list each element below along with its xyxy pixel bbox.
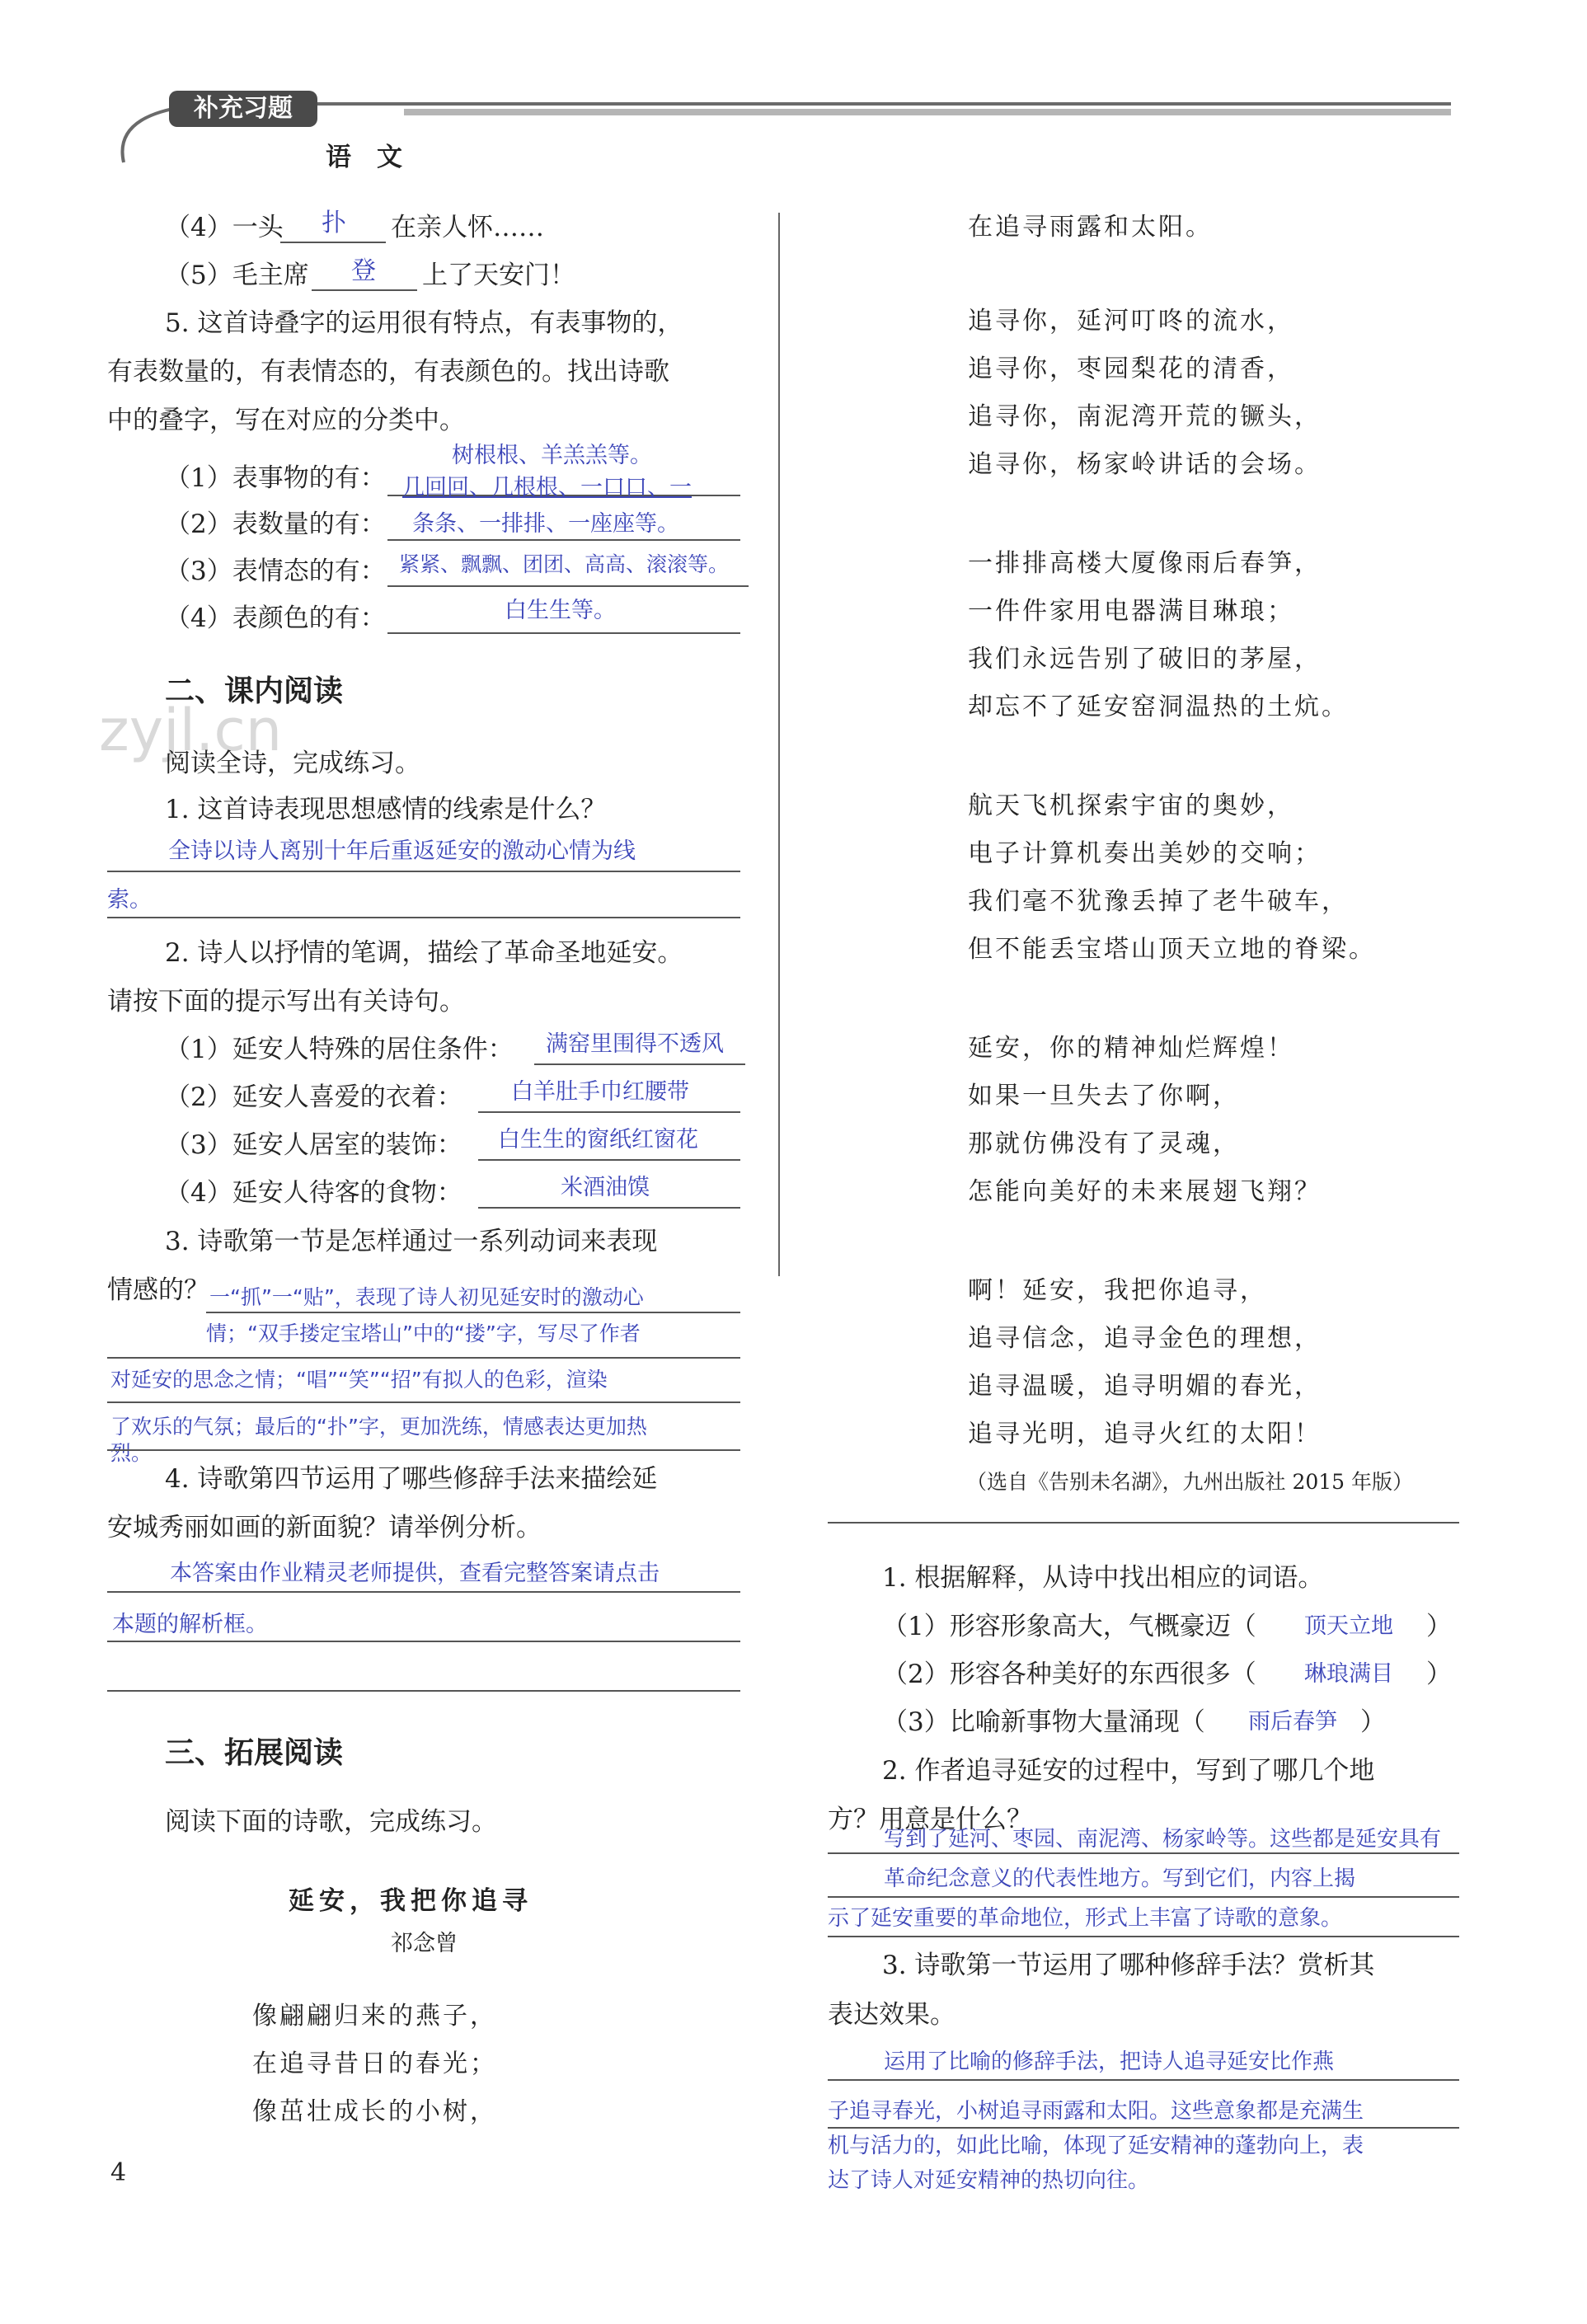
s2q2-item3-label: （3）延安人居室的装饰： <box>165 1130 462 1160</box>
poem-line-2: 在追寻昔日的春光； <box>252 2049 497 2078</box>
header-badge <box>169 91 317 127</box>
poem-stanza2-line1: 追寻你，延河叮咚的流水， <box>968 307 1294 336</box>
r2-answer-1: 写到了延河、枣园、南泥湾、杨家岭等。这些都是延安具有 <box>884 1827 1442 1852</box>
s2q3-text-2: 情感的？ <box>107 1275 209 1305</box>
poem-title: 延安，我把你追寻 <box>289 1886 533 1916</box>
poem-stanza3-line1: 一排排高楼大厦像雨后春笋， <box>968 549 1322 578</box>
q4-suffix: 在亲人怀…… <box>391 213 544 242</box>
s2q3-answer-3: 对延安的思念之情；“唱”“笑”“招”有拟人的色彩，渲染 <box>110 1368 608 1392</box>
cat2-label: （2）表数量的有： <box>165 509 386 539</box>
cat2-line <box>387 539 740 541</box>
r2-line-2 <box>828 1896 1459 1898</box>
poem-stanza5-line3: 那就仿佛没有了灵魂， <box>968 1129 1240 1158</box>
s2q3-answer-1: 一“抓”一“贴”，表现了诗人初见延安时的激动心 <box>209 1285 644 1309</box>
cat3-line <box>387 585 749 587</box>
r2-text-1: 2. 作者追寻延安的过程中，写到了哪几个地 <box>882 1756 1375 1786</box>
r1-item3-suffix: ） <box>1360 1707 1386 1737</box>
cat2-answer-2: 条条、一排排、一座座等。 <box>412 511 679 537</box>
cat4-label: （4）表颜色的有： <box>165 603 386 633</box>
q5-suffix: 上了天安门！ <box>422 261 575 290</box>
r1-item2-suffix: ） <box>1426 1660 1452 1689</box>
poem-stanza4-line3: 我们毫不犹豫丢掉了老牛破车， <box>968 887 1349 916</box>
r3-text-2: 表达效果。 <box>828 2000 955 2030</box>
cat2-answer-1: 几回回、几根根、一口口、一 <box>402 475 692 500</box>
poem-stanza6-line3: 追寻温暖，追寻明媚的春光， <box>968 1372 1322 1401</box>
r2-answer-2: 革命纪念意义的代表性地方。写到它们，内容上揭 <box>884 1866 1356 1891</box>
s2q1-answer-1: 全诗以诗人离别十年后重返延安的激动心情为线 <box>168 838 636 864</box>
section-2-heading: 二、课内阅读 <box>165 674 344 708</box>
r2-answer-3: 示了延安重要的革命地位，形式上丰富了诗歌的意象。 <box>828 1906 1343 1931</box>
s2q3-line-2 <box>107 1357 740 1359</box>
poem-stanza2-line4: 追寻你，杨家岭讲话的会场。 <box>968 450 1322 479</box>
s2q4-line-2 <box>107 1641 740 1642</box>
s2q2-item4-answer: 米酒油馍 <box>561 1175 650 1200</box>
r1-text: 1. 根据解释，从诗中找出相应的词语。 <box>882 1563 1324 1593</box>
right-divider <box>828 1522 1459 1524</box>
s2q1-text: 1. 这首诗表现思想感情的线索是什么？ <box>165 795 607 824</box>
watermark: zyjl.cn <box>99 697 283 764</box>
subject-label: 语 文 <box>326 143 402 172</box>
q5-answer: 登 <box>351 256 376 285</box>
cat3-label: （3）表情态的有： <box>165 556 386 586</box>
s2q2-item2-line <box>478 1111 740 1113</box>
r3-answer-2: 子追寻春光，小树追寻雨露和太阳。这些意象都是充满生 <box>828 2099 1364 2124</box>
poem-stanza3-line3: 我们永远告别了破旧的茅屋， <box>968 645 1322 674</box>
poem-stanza4-line1: 航天飞机探索宇宙的奥妙， <box>968 791 1294 820</box>
s2q2-item1-label: （1）延安人特殊的居住条件： <box>165 1035 514 1064</box>
q5-text-1: 5. 这首诗叠字的运用很有特点，有表事物的， <box>165 308 683 338</box>
r1-item1-suffix: ） <box>1426 1612 1452 1641</box>
s2q2-text-1: 2. 诗人以抒情的笔调，描绘了革命圣地延安。 <box>165 938 683 968</box>
q5-text-3: 中的叠字，写在对应的分类中。 <box>107 406 465 435</box>
r3-line-1 <box>828 2079 1459 2081</box>
poem-stanza1-line1: 在追寻雨露和太阳。 <box>968 213 1213 242</box>
s2q2-text-2: 请按下面的提示写出有关诗句。 <box>107 987 465 1016</box>
r3-text-1: 3. 诗歌第一节运用了哪种修辞手法？赏析其 <box>882 1951 1375 1980</box>
poem-line-3: 像茁壮成长的小树， <box>252 2097 497 2126</box>
q4-blank <box>280 242 386 243</box>
r2-text-2: 方？用意是什么？ <box>828 1805 1032 1834</box>
poem-stanza6-line2: 追寻信念，追寻金色的理想， <box>968 1324 1322 1353</box>
q4-prefix: （4）一头 <box>165 213 284 242</box>
s2q4-line-1 <box>107 1591 740 1593</box>
poem-stanza3-line4: 却忘不了延安窑洞温热的土炕。 <box>968 693 1349 721</box>
s2q2-item4-label: （4）延安人待客的食物： <box>165 1178 462 1208</box>
r1-item1-prefix: （1）形容形象高大，气概豪迈（ <box>882 1612 1256 1641</box>
s2q1-line-2 <box>107 917 740 918</box>
cat1-label: （1）表事物的有： <box>165 463 386 493</box>
r1-item2-prefix: （2）形容各种美好的东西很多（ <box>882 1660 1256 1689</box>
r3-line-2 <box>828 2127 1459 2129</box>
s2q2-item2-label: （2）延安人喜爱的衣着： <box>165 1082 462 1112</box>
r3-answer-1: 运用了比喻的修辞手法，把诗人追寻延安比作燕 <box>884 2049 1335 2074</box>
badge-text: 补充习题 <box>194 94 293 123</box>
r2-line-1 <box>828 1852 1459 1854</box>
s2q2-item3-line <box>478 1159 740 1161</box>
r2-line-3 <box>828 1936 1459 1937</box>
r1-item3-answer: 雨后春笋 <box>1248 1709 1337 1735</box>
poem-stanza3-line2: 一件件家用电器满目琳琅； <box>968 597 1294 626</box>
s2-intro: 阅读全诗，完成练习。 <box>165 749 420 778</box>
cat4-line <box>387 632 740 634</box>
section-3-heading: 三、拓展阅读 <box>165 1736 344 1770</box>
poem-line-1: 像翩翩归来的燕子， <box>252 2002 497 2031</box>
s2q3-text-1: 3. 诗歌第一节是怎样通过一系列动词来表现 <box>165 1227 658 1256</box>
s2q3-line-4 <box>107 1449 740 1451</box>
s2q4-answer-1: 本答案由作业精灵老师提供，查看完整答案请点击 <box>170 1561 660 1586</box>
s2q1-line-1 <box>107 871 740 872</box>
cat4-answer: 白生生等。 <box>505 598 616 623</box>
r1-item3-prefix: （3）比喻新事物大量涌现（ <box>882 1707 1205 1737</box>
s2q2-item4-line <box>478 1207 740 1209</box>
cat1-answer: 树根根、羊羔羔等。 <box>452 443 652 468</box>
r3-answer-3: 机与活力的，如此比喻，体现了延安精神的蓬勃向上，表 <box>828 2134 1364 2158</box>
cat3-answer: 紧紧、飘飘、团团、高高、滚滚等。 <box>399 552 730 576</box>
s2q4-text-2: 安城秀丽如画的新面貌？请举例分析。 <box>107 1513 542 1542</box>
s2q2-item1-line <box>534 1063 745 1065</box>
r1-item2-answer: 琳琅满目 <box>1304 1661 1393 1687</box>
s2q3-answer-2: 情；“双手搂定宝塔山”中的“搂”字，写尽了作者 <box>206 1322 641 1345</box>
s2q4-line-3 <box>107 1690 740 1692</box>
poem-stanza4-line4: 但不能丢宝塔山顶天立地的脊梁。 <box>968 935 1376 964</box>
s2q2-item1-answer: 满窑里围得不透风 <box>546 1031 724 1057</box>
r3-answer-4: 达了诗人对延安精神的热切向往。 <box>828 2168 1150 2193</box>
poem-stanza6-line4: 追寻光明，追寻火红的太阳！ <box>968 1420 1322 1448</box>
s2q2-item2-answer: 白羊肚手巾红腰带 <box>511 1079 689 1105</box>
r1-item1-answer: 顶天立地 <box>1304 1613 1393 1639</box>
poem-source: （选自《告别未名湖》，九州出版社 2015 年版） <box>966 1470 1414 1494</box>
q5-blank <box>312 289 417 291</box>
s3-intro: 阅读下面的诗歌，完成练习。 <box>165 1807 497 1837</box>
q4-answer: 扑 <box>322 209 346 237</box>
s2q2-item3-answer: 白生生的窗纸红窗花 <box>498 1127 698 1153</box>
s2q3-line-3 <box>107 1401 740 1403</box>
q5-prefix: （5）毛主席 <box>165 261 309 290</box>
poem-author: 祁念曾 <box>391 1931 458 1956</box>
s2q3-answer-4: 了欢乐的气氛；最后的“扑”字，更加洗练，情感表达更加热 <box>110 1415 647 1439</box>
poem-stanza2-line3: 追寻你，南泥湾开荒的镢头， <box>968 402 1322 431</box>
column-divider <box>778 213 780 1276</box>
poem-stanza5-line4: 怎能向美好的未来展翅飞翔？ <box>968 1177 1322 1206</box>
page-number: 4 <box>110 2158 127 2187</box>
poem-stanza5-line1: 延安，你的精神灿烂辉煌！ <box>968 1034 1294 1063</box>
poem-stanza2-line2: 追寻你，枣园梨花的清香， <box>968 354 1294 383</box>
poem-stanza4-line2: 电子计算机奏出美妙的交响； <box>968 839 1322 868</box>
poem-stanza6-line1: 啊！延安，我把你追寻， <box>968 1276 1267 1305</box>
s2q4-text-1: 4. 诗歌第四节运用了哪些修辞手法来描绘延 <box>165 1464 658 1494</box>
s2q1-answer-2: 索。 <box>107 887 152 913</box>
q5-text-2: 有表数量的，有表情态的，有表颜色的。找出诗歌 <box>107 357 669 387</box>
s2q3-line-1 <box>206 1312 740 1313</box>
s2q3-answer-5: 烈。 <box>110 1441 153 1465</box>
poem-stanza5-line2: 如果一旦失去了你啊， <box>968 1082 1240 1110</box>
s2q4-answer-2: 本题的解析框。 <box>112 1612 268 1637</box>
